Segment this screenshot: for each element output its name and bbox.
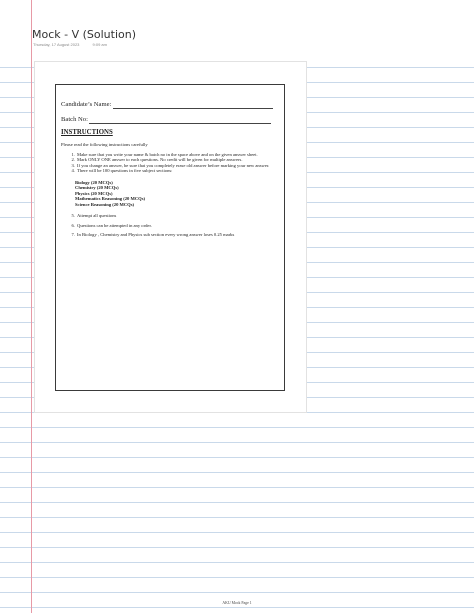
item-number: 5.: [71, 213, 75, 218]
batch-no-label: Batch No:: [61, 116, 88, 123]
candidate-name-field: [61, 100, 281, 110]
item-number: 3.: [71, 162, 75, 168]
subject-item: Science Reasoning (20 MCQs): [75, 201, 135, 207]
instructions-intro: Please read the following instructions carefully: [61, 142, 148, 147]
list-item: [61, 168, 281, 174]
page-footer: AKU Mock Page 1: [222, 601, 252, 605]
item-number: 4.: [71, 168, 75, 174]
item-number: 6.: [71, 222, 75, 228]
instructions-list: [61, 152, 281, 174]
subjects-list: [75, 180, 281, 207]
item-text: Mark ONLY ONE answer to each questions. No credit will be given for multiple answers.: [77, 157, 243, 163]
candidate-name-blank: [113, 108, 273, 109]
notebook-margin-line: [31, 0, 32, 613]
subject-item: Physics (20 MCQs): [75, 190, 113, 196]
item-number: 7.: [71, 232, 75, 238]
item-text: In Biology , Chemistry and Physics sub section every wrong answer loses 0.25 marks: [77, 232, 235, 238]
list-item: [61, 213, 281, 219]
subject-item: Mathematics Reasoning (20 MCQs): [75, 196, 146, 202]
instructions-list-continued: [61, 213, 281, 238]
batch-no-blank: [89, 123, 271, 124]
instructions-heading: INSTRUCTIONS: [61, 129, 113, 136]
item-number: 2.: [71, 157, 75, 163]
item-number: 1.: [71, 151, 75, 157]
item-text: Make sure that you write your name & batch no in the space above and on the given answer sheet.: [77, 151, 258, 157]
page-metadata: [33, 42, 119, 47]
subject-item: Chemistry (20 MCQs): [75, 185, 119, 191]
list-item: [61, 223, 281, 229]
item-text: There will be 100 questions in five subject sections:: [77, 168, 173, 174]
list-item: [61, 232, 281, 238]
batch-no-field: [61, 115, 281, 125]
page-time: 9:09 am: [92, 42, 107, 47]
page-date: Thursday, 17 August 2023: [33, 42, 80, 47]
item-text: Attempt all questions: [77, 213, 117, 218]
item-text: If you change an answer, be sure that you completely erase old answer before marking your new answer.: [77, 162, 270, 168]
page-title[interactable]: Mock - V (Solution): [32, 28, 137, 41]
item-text: Questions can be attempted in any order.: [77, 222, 152, 228]
printout-content: [61, 100, 281, 238]
subject-item: Biology (20 MCQs): [75, 179, 113, 185]
candidate-name-label: Candidate’s Name:: [61, 101, 112, 108]
